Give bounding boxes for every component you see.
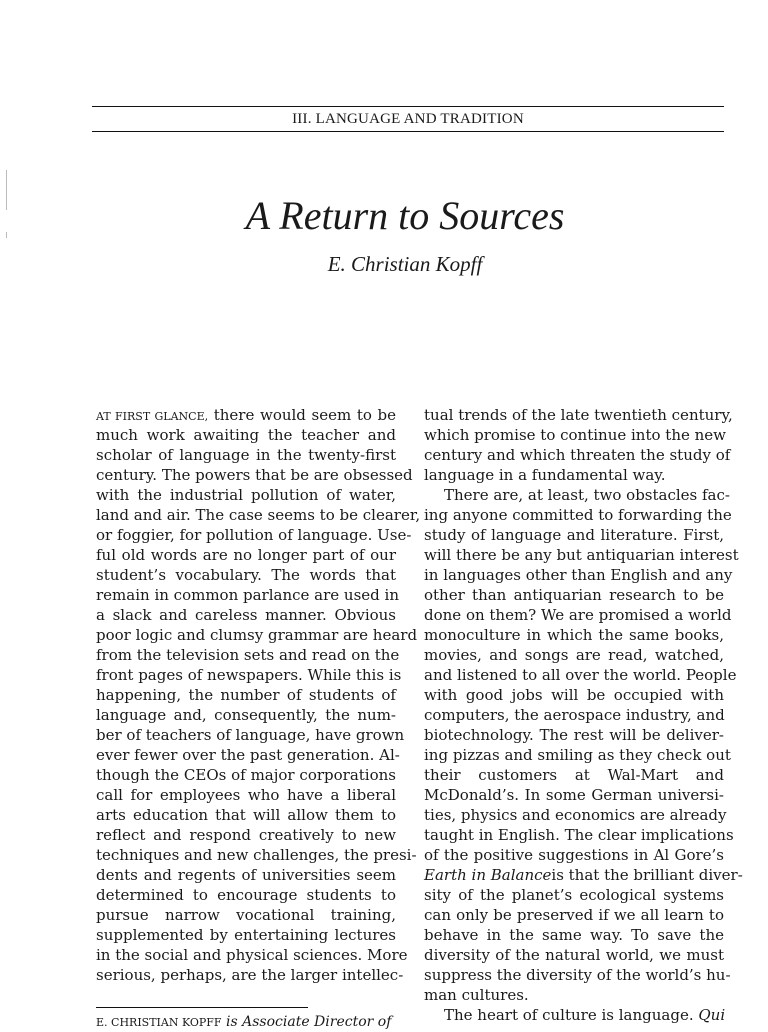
text-line: pursue narrow vocational training, [96, 906, 396, 924]
text-line: ing pizzas and smiling as they check out [424, 746, 731, 764]
text-line: century. The powers that be are obsessed [96, 466, 413, 484]
text-line: behave in the same way. To save the [424, 926, 724, 944]
text-line: man cultures. [424, 986, 529, 1004]
text-line: with good jobs will be occupied with [424, 686, 724, 704]
article-title: A Return to Sources [245, 193, 565, 238]
text-line: techniques and new challenges, the presi- [96, 846, 417, 864]
text-line: with the industrial pollution of water, [96, 486, 396, 504]
text-line: The heart of culture is language. Qui [444, 1006, 726, 1024]
text-line: and listened to all over the world. People [424, 666, 737, 684]
text-line: Earth in Balanceis that the brilliant diver- [424, 866, 743, 884]
text-line: which promise to continue into the new [424, 426, 726, 444]
header-top-rule [92, 106, 724, 107]
text-line: There are, at least, two obstacles fac- [444, 486, 730, 504]
section-header: III. LANGUAGE AND TRADITION [292, 111, 524, 127]
text-line: much work awaiting the teacher and [96, 426, 396, 444]
text-line: study of language and literature. First, [424, 526, 724, 544]
text-line: language in a fundamental way. [424, 466, 666, 484]
text-line: happening, the number of students of [96, 686, 396, 704]
text-line: supplemented by entertaining lectures [96, 926, 396, 944]
text-line: dents and regents of universities seem [96, 866, 396, 884]
text-line: arts education that will allow them to [96, 806, 396, 824]
text-line: done on them? We are promised a world [424, 606, 732, 624]
text-line: front pages of newspapers. While this is [96, 666, 402, 684]
text-line: of the positive suggestions in Al Gore’s [424, 846, 724, 864]
opening-smallcaps: AT FIRST GLANCE, [96, 410, 209, 423]
text-line: can only be preserved if we all learn to [424, 906, 724, 924]
text-line: McDonald’s. In some German universi- [424, 786, 724, 804]
text-line: ber of teachers of language, have grown [96, 726, 405, 744]
text-line: other than antiquarian research to be [424, 586, 724, 604]
footnote-rule [96, 1007, 308, 1008]
text-line: scholar of language in the twenty-first [96, 446, 396, 464]
text-line: reflect and respond creatively to new [96, 826, 396, 844]
text-line: land and air. The case seems to be clearer, [96, 506, 421, 524]
text-line: determined to encourage students to [96, 886, 396, 904]
text-line: serious, perhaps, are the larger intellec- [96, 966, 404, 984]
text-line: diversity of the natural world, we must [424, 946, 724, 964]
text-line: will there be any but antiquarian interest [424, 546, 739, 564]
text-line: ing anyone committed to forwarding the [424, 506, 732, 524]
text-line: from the television sets and read on the [96, 646, 400, 664]
text-line: language and, consequently, the num- [96, 706, 396, 724]
text-line: ful old words are no longer part of our [96, 546, 396, 564]
column-left [96, 405, 421, 985]
text-line: monoculture in which the same books, [424, 626, 724, 644]
text-line: student’s vocabulary. The words that [96, 566, 396, 584]
text-line: ever fewer over the past generation. Al- [96, 746, 400, 764]
text-line: in languages other than English and any [424, 566, 733, 584]
text-line: or foggier, for pollution of language. Use- [96, 526, 412, 544]
header-bottom-rule [92, 131, 724, 132]
book-title: Earth in Balance [424, 866, 552, 884]
text-line: their customers at Wal-Mart and [424, 766, 724, 784]
article-author: E. Christian Kopff [327, 252, 483, 276]
text-line: though the CEOs of major corporations [96, 766, 396, 784]
text-line: sity of the planet’s ecological systems [424, 886, 724, 904]
text-line: biotechnology. The rest will be deliver- [424, 726, 724, 744]
text-line: century and which threaten the study of [424, 446, 731, 464]
text-line: ties, physics and economics are already [424, 806, 727, 824]
text-line: a slack and careless manner. Obvious [96, 606, 396, 624]
text-line: in the social and physical sciences. More [96, 946, 408, 964]
text-line: call for employees who have a liberal [96, 786, 396, 804]
text-line: movies, and songs are read, watched, [424, 646, 724, 664]
footnote-name: E. CHRISTIAN KOPFF [96, 1016, 222, 1029]
text-line: remain in common parlance are used in [96, 586, 399, 604]
author-footnote: E. CHRISTIAN KOPFF is Associate Director of [96, 1014, 392, 1030]
text-line: suppress the diversity of the world’s hu- [424, 966, 731, 984]
text-line: tual trends of the late twentieth century, [424, 406, 733, 424]
text-line: poor logic and clumsy grammar are heard [96, 626, 418, 644]
column-right [424, 405, 743, 1025]
text-line: taught in English. The clear implications [424, 826, 734, 844]
text-line: computers, the aerospace industry, and [424, 706, 725, 724]
text-line: AT FIRST GLANCE, there would seem to be [96, 406, 396, 424]
